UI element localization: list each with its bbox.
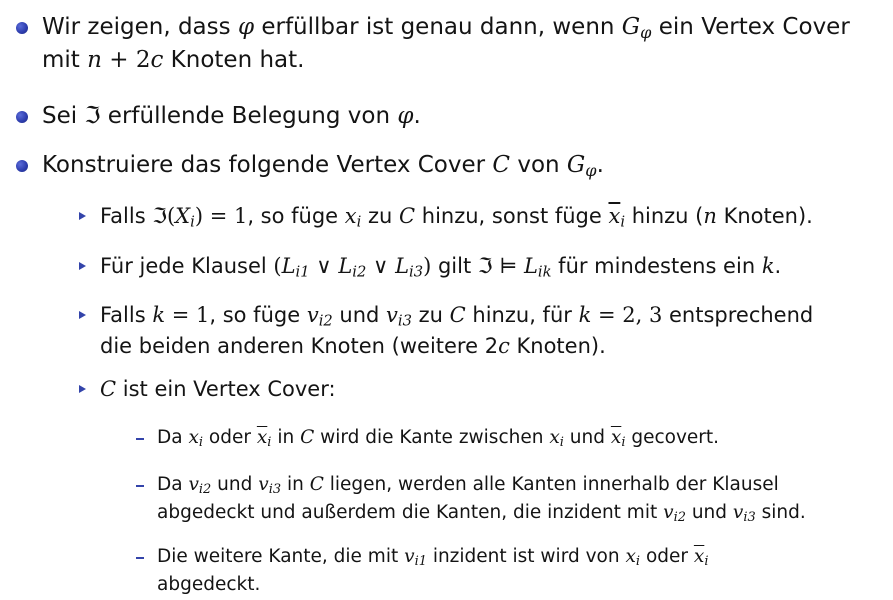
bullet-3-text [42, 149, 887, 182]
text: Die weitere Kante, die mit [157, 546, 405, 567]
text: abgedeckt und außerdem die Kanten, die inzident mit [157, 502, 664, 523]
text: Knoten). [509, 334, 606, 358]
bullet-dash-icon [136, 485, 144, 487]
math: v [663, 502, 674, 523]
math-sub: i2 [352, 263, 367, 281]
text: Konstruiere das folgende Vertex Cover [42, 152, 493, 178]
bullet-triangle-icon [79, 262, 86, 270]
text: . [413, 103, 421, 129]
math: ℑ [84, 103, 101, 129]
text: die beiden anderen Knoten (weitere 2 [100, 334, 499, 358]
math-sub: i [190, 213, 195, 231]
math: ℑ [152, 204, 167, 228]
text: oder [203, 427, 257, 448]
text: Wir zeigen, dass [42, 14, 238, 40]
math: + 2 [101, 47, 151, 73]
math: x [625, 546, 636, 567]
text: Falls [100, 303, 153, 327]
text: Knoten hat. [163, 47, 305, 73]
text: , so füge [247, 204, 345, 228]
text: Da [157, 474, 189, 495]
math: X [175, 204, 191, 228]
math-sub: i [635, 554, 641, 570]
math-sub: i3 [268, 482, 282, 498]
text: erfüllbar ist genau dann, wenn [254, 14, 622, 40]
math: G [566, 152, 586, 178]
math: n [87, 47, 102, 73]
subsub-bullet-1-text [157, 424, 887, 452]
text: Sei [42, 103, 85, 129]
math: ⊨ [492, 254, 524, 278]
bullet-triangle-icon [79, 385, 86, 393]
math: φ [237, 14, 255, 40]
math-sub: i [198, 435, 204, 451]
math-sub: φ [585, 161, 597, 181]
math: v [404, 546, 415, 567]
bullet-dot-icon [16, 22, 28, 34]
text: wird die Kante zwischen [314, 427, 550, 448]
math-sub: i1 [414, 554, 427, 570]
math: ( [166, 204, 176, 228]
bullet-dash-icon [136, 557, 144, 559]
math: $\overline{x}$ [608, 204, 621, 228]
text: ist ein Vertex Cover: [116, 377, 336, 401]
text: , so füge [209, 303, 307, 327]
text: mit [42, 47, 88, 73]
text: in [281, 474, 310, 495]
text: Falls [100, 204, 153, 228]
math-sub: i [356, 213, 362, 231]
math: $\overline{x}$ [693, 546, 705, 567]
bullet-dot-icon [16, 111, 28, 123]
math: L [281, 254, 296, 278]
math: v [306, 303, 319, 327]
text: hinzu ( [625, 204, 704, 228]
math: v [188, 474, 199, 495]
bullet-2-text [42, 100, 887, 133]
math: $\overline{x}$ [256, 427, 268, 448]
math: ( [273, 254, 282, 278]
text: und [685, 502, 733, 523]
text: und [211, 474, 259, 495]
math: ∨ [366, 254, 396, 278]
text: in [271, 427, 301, 448]
text: erfüllende Belegung von [100, 103, 398, 129]
bullet-triangle-icon [79, 311, 86, 319]
text: Knoten). [716, 204, 813, 228]
math-sub: i2 [673, 510, 686, 526]
text: von [510, 152, 567, 178]
math: x [549, 427, 560, 448]
text: inzident ist wird von [426, 546, 626, 567]
math-sub: i2 [198, 482, 212, 498]
bullet-dot-icon [16, 160, 28, 172]
math: C [100, 377, 117, 401]
text: entsprechend [662, 303, 814, 327]
subsub-bullet-3-text [157, 543, 887, 599]
math-sub: i [620, 213, 626, 231]
math: ) = 1 [194, 204, 248, 228]
bullet-dash-icon [136, 438, 144, 440]
math: = 2, 3 [591, 303, 663, 327]
math-sub: φ [640, 23, 652, 43]
math: k [761, 254, 775, 278]
text: und [563, 427, 611, 448]
sub-bullet-1-text [100, 201, 885, 232]
math: x [344, 204, 357, 228]
text: hinzu, sonst füge [415, 204, 609, 228]
math: φ [397, 103, 414, 129]
math: = 1 [165, 303, 210, 327]
math: G [621, 14, 641, 40]
math: n [703, 204, 717, 228]
text: oder [640, 546, 694, 567]
math: c [150, 47, 164, 73]
math-sub: ik [537, 263, 552, 281]
text: gecovert. [625, 427, 720, 448]
bullet-1-text [42, 11, 887, 77]
text: Für jede Klausel [100, 254, 274, 278]
math: C [492, 152, 511, 178]
math: v [258, 474, 269, 495]
math-sub: i [559, 435, 564, 451]
math: C [399, 204, 416, 228]
math: C [300, 427, 315, 448]
math-sub: i3 [743, 510, 756, 526]
subsub-bullet-2-text [157, 471, 887, 527]
math: L [338, 254, 353, 278]
math: x [188, 427, 199, 448]
text: zu [411, 303, 450, 327]
text: Da [157, 427, 189, 448]
sub-bullet-4-text [100, 374, 885, 405]
math-sub: i [704, 554, 709, 570]
math: k [578, 303, 592, 327]
text: gilt [431, 254, 478, 278]
bullet-triangle-icon [79, 212, 86, 220]
text: liegen, werden alle Kanten innerhalb der Klausel [323, 474, 779, 495]
math: ℑ [477, 254, 493, 278]
math: C [449, 303, 466, 327]
math: v [386, 303, 398, 327]
math: k [152, 303, 166, 327]
math-sub: i [621, 435, 626, 451]
text: und [332, 303, 387, 327]
text: . [596, 152, 604, 178]
text: abgedeckt. [157, 574, 261, 595]
text: für mindestens ein [551, 254, 762, 278]
math-sub: i3 [409, 263, 424, 281]
math: c [498, 334, 510, 358]
math: C [309, 474, 324, 495]
text: hinzu, für [465, 303, 579, 327]
text: sind. [755, 502, 806, 523]
math-sub: i1 [295, 263, 310, 281]
text: . [774, 254, 782, 278]
sub-bullet-2-text [100, 251, 885, 282]
text: ein Vertex Cover [651, 14, 850, 40]
sub-bullet-3-text [100, 300, 885, 362]
math: ∨ [309, 254, 339, 278]
math-sub: i [267, 435, 272, 451]
math: ) [423, 254, 432, 278]
math: L [395, 254, 410, 278]
math: v [732, 502, 744, 523]
math-sub: i3 [397, 312, 412, 330]
math: L [523, 254, 538, 278]
text: zu [361, 204, 400, 228]
math-sub: i2 [318, 312, 333, 330]
math: $\overline{x}$ [610, 427, 622, 448]
